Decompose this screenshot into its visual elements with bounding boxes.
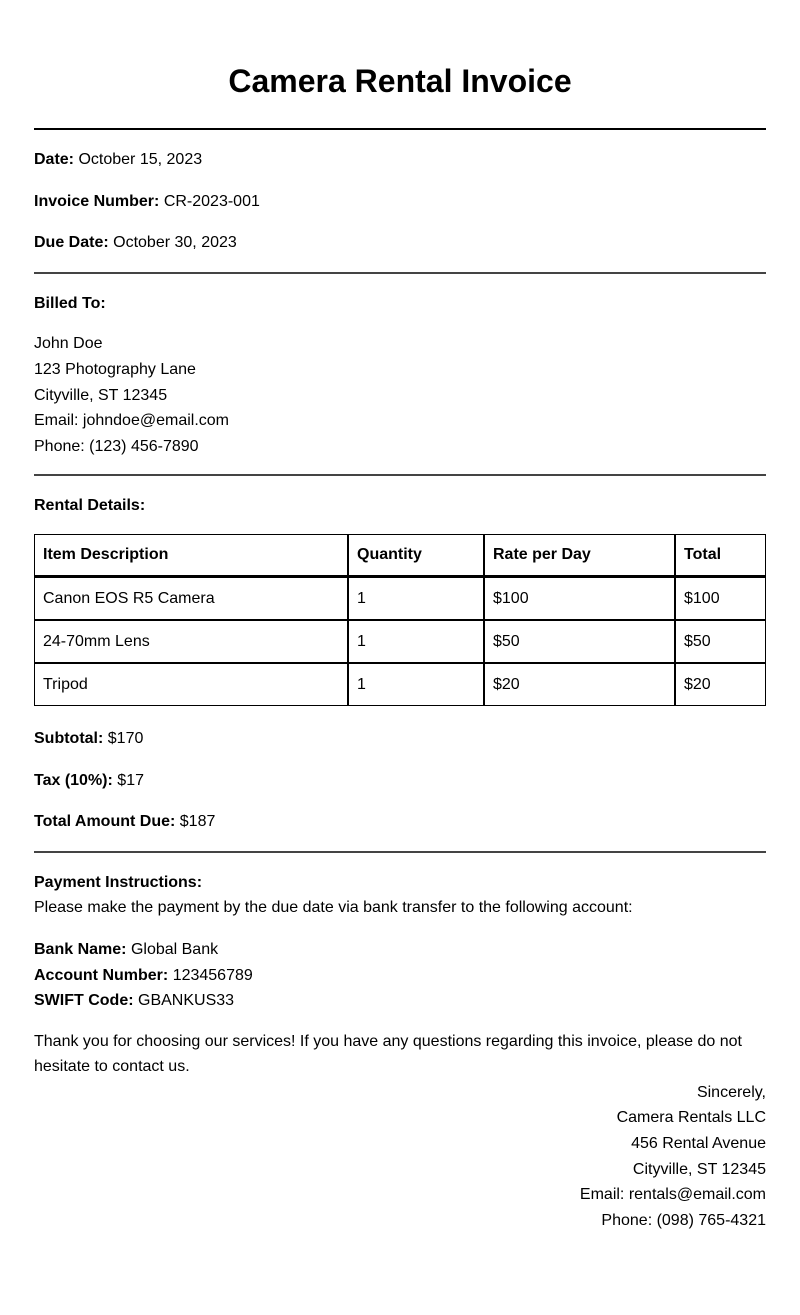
swift-code-value: GBANKUS33 — [138, 992, 235, 1010]
company-street: 456 Rental Avenue — [631, 1135, 766, 1153]
tax-value: $17 — [117, 771, 144, 789]
invoice-number-value: CR-2023-001 — [163, 192, 260, 210]
table-row — [34, 663, 766, 706]
tax-label: Tax (10%): — [34, 771, 113, 789]
company-phone: Phone: (098) 765-4321 — [601, 1211, 766, 1229]
totals-section — [34, 706, 766, 835]
rate-cell: $20 — [484, 663, 675, 706]
date-label: Date: — [34, 151, 75, 168]
total-due-label: Total Amount Due: — [34, 813, 176, 831]
item-description-cell: Tripod — [34, 663, 348, 706]
due-date-label: Due Date: — [34, 234, 109, 252]
invoice-number-row — [34, 189, 766, 215]
company-name: Camera Rentals LLC — [616, 1109, 766, 1127]
table-header-row — [34, 534, 766, 577]
rate-cell: $50 — [484, 620, 675, 663]
total-cell: $50 — [675, 620, 766, 663]
customer-email: Email: johndoe@email.com — [34, 412, 229, 430]
payment-heading: Payment Instructions: — [34, 873, 203, 891]
quantity-cell: 1 — [348, 663, 484, 706]
table-row — [34, 577, 766, 620]
total-cell: $100 — [675, 577, 766, 620]
due-date-row — [34, 230, 766, 256]
swift-code-label: SWIFT Code: — [34, 992, 134, 1010]
billed-to-heading: Billed To: — [34, 294, 106, 312]
bank-details — [34, 937, 766, 1014]
bank-name-label: Bank Name: — [34, 940, 127, 958]
rental-table — [34, 534, 766, 706]
subtotal-value: $170 — [107, 729, 144, 747]
customer-name: John Doe — [34, 335, 103, 353]
billed-to-section — [34, 274, 766, 475]
bank-name-row — [34, 937, 766, 963]
subtotal-row — [34, 726, 766, 752]
bank-name-value: Global Bank — [130, 940, 219, 958]
account-number-value: 123456789 — [172, 966, 253, 984]
rate-cell: $100 — [484, 577, 675, 620]
rental-details-heading: Rental Details: — [34, 497, 146, 515]
company-email: Email: rentals@email.com — [579, 1186, 766, 1204]
date-row — [34, 147, 766, 173]
due-date-value: October 30, 2023 — [113, 234, 237, 252]
item-description-cell: 24-70mm Lens — [34, 620, 348, 663]
billed-to-address — [34, 331, 766, 459]
closing: Sincerely, — [696, 1083, 766, 1101]
subtotal-label: Subtotal: — [34, 729, 104, 747]
date-value: October 15, 2023 — [78, 151, 203, 168]
customer-street: 123 Photography Lane — [34, 360, 196, 378]
total-due-value: $187 — [179, 813, 216, 831]
column-header: Rate per Day — [484, 534, 675, 577]
invoice-meta — [34, 130, 766, 256]
quantity-cell: 1 — [348, 620, 484, 663]
total-due-row — [34, 809, 766, 835]
page-title: Camera Rental Invoice — [34, 0, 766, 130]
signoff-block — [34, 1080, 766, 1234]
customer-phone: Phone: (123) 456-7890 — [34, 437, 199, 455]
invoice-number-label: Invoice Number: — [34, 192, 160, 210]
payment-instructions: Please make the payment by the due date via bank transfer to the following account: — [34, 899, 633, 917]
column-header: Total — [675, 534, 766, 577]
customer-city: Cityville, ST 12345 — [34, 386, 168, 404]
thank-you-note: Thank you for choosing our services! If you have any questions regarding this invoice, please do not hesitate to contact us. — [34, 1032, 742, 1076]
table-row — [34, 620, 766, 663]
payment-section — [34, 853, 766, 1080]
column-header: Quantity — [348, 534, 484, 577]
tax-row — [34, 768, 766, 794]
rental-details-section — [34, 476, 766, 706]
column-header: Item Description — [34, 534, 348, 577]
account-number-row — [34, 963, 766, 989]
swift-code-row — [34, 988, 766, 1014]
account-number-label: Account Number: — [34, 966, 169, 984]
company-city: Cityville, ST 12345 — [632, 1160, 766, 1178]
quantity-cell: 1 — [348, 577, 484, 620]
total-cell: $20 — [675, 663, 766, 706]
item-description-cell: Canon EOS R5 Camera — [34, 577, 348, 620]
